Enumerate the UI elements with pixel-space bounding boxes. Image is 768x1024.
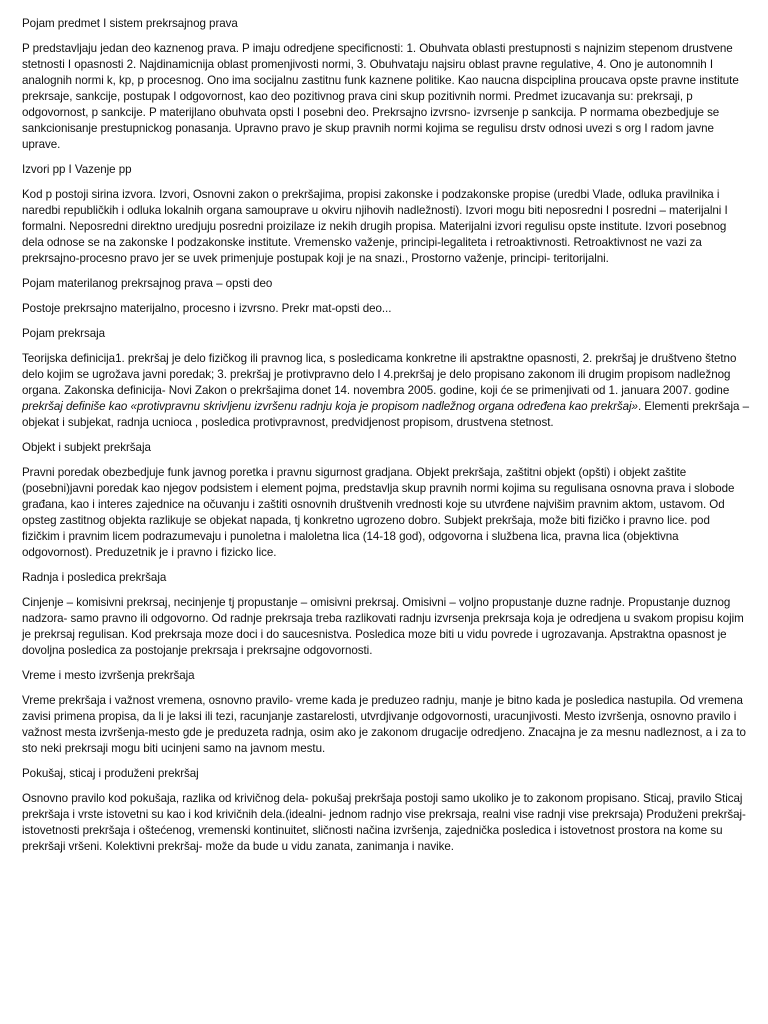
section-heading: Pojam materilanog prekrsajnog prava – opsti deo: [22, 277, 273, 290]
section-heading: Radnja i posledica prekršaja: [22, 571, 167, 584]
section-paragraph: Cinjenje – komisivni prekrsaj, necinjenje tj propustanje – omisivni prekrsaj. Omisivni – voljno propustanje duzne radnje. Propustanje duznog nadzora- samo pravno ili odgovorno. Od radnje prekrsaja treba razlikovati radnju izvrsenja prekrsaja koja je odredjena u svakom propisu kojim je prekrsaj regulisan. Kod prekrsaja moze doci i do saucesnistva. Posledica moze biti u vidu povrede i ugrozavanja. Apstraktna opasnost je dovoljna posledica za postojanje prekrsaja i prekrsajne odgovornosti.: [22, 596, 744, 657]
section-heading: Pojam predmet I sistem prekrsajnog prava: [22, 17, 238, 30]
section-heading: Vreme i mesto izvršenja prekršaja: [22, 669, 195, 682]
section-heading: Pokušaj, sticaj i produženi prekršaj: [22, 767, 199, 780]
paragraph-text: . Elementi prekršaja – objekat i subjekat, radnja ucnioca , posledica protivpravnost, predvidjenost propisom, drustvena stetnost.: [22, 400, 749, 429]
section-paragraph: P predstavljaju jedan deo kaznenog prava. P imaju odredjene specificnosti: 1. Obuhvata oblasti prestupnosti s najnizim stepenom drustvene stetnosti I opasnosti 2. Najdinamicnija oblast promenjivosti normi, 3. Obuhvataju najsiru oblast pravne regulative, 4. Ono je autonomnih I analognih normi k, kp, p procesnog. Ono ima socijalnu zastitnu funk kaznene politike. Kao naucna dispciplina proucava opste pravne institute prekrsaje, sankcije, postupak I odgovornost, kao deo pozitivnog prava cini skup pozitivnih normi. Predmet izucavanja su: prekrsaji, p odgovornost, p sankcije. P materijlano obuhvata opsti I posebni deo. Prekrsajno izvrsno- izvrsenje p sankcija. P normama obezbedjuje se sankcionisanje prestupnickog ponasanja. Upravno pravo je skup pravnih normi kojima se regulisu drstv odnosi uvezi s org I radom javne uprave.: [22, 42, 739, 151]
section-paragraph: Pravni poredak obezbedjuje funk javnog poretka i pravnu sigurnost gradjana. Objekt prekršaja, zaštitni objekt (opšti) i objekt zaštite (posebni)javni poredak kao njegov podsistem i element pojma, predstavlja skup pravnih normi kojima su regulisana osnovna prava i slobode građana, kao i interes zajednice na očuvanju i zaštiti osnovnih društvenih vrednosti koje su utvrđene najvišim pravnim aktom, ustavom. Od opsteg zastitnog objekta razlikuje se objekat napada, tj konkretno ugrozeno dobro. Subjekt prekršaja, može biti fizičko i pravno lice. pod fizičkim i pravnim licem podrazumevaju i punoletna i maloletna lica (14-18 god), odgovorna i službena lica, pravna lica (objektivna odgovornost). Preduzetnik je i pravno i fizicko lice.: [22, 466, 735, 559]
section-heading: Pojam prekrsaja: [22, 327, 106, 340]
section-paragraph: Osnovno pravilo kod pokušaja, razlika od krivičnog dela- pokušaj prekršaja postoji samo ukoliko je to zakonom propisano. Sticaj, pravilo Sticaj prekršaja i vrste istovetni su kao i kod krivičnih dela.(idealni- jednom radnjo vise prekrsaja, realni vise radnji vise prekrsaja) Produženi prekršaj- istovetnosti prekršaja i oštećenog, vremenski kontinuitet, sličnosti načina izvršenja, zajednička posledica i istovetnost prostora na kome su prekršaji vršeni. Kolektivni prekršaj- može da bude u vidu zanata, zanimanja i navike.: [22, 792, 746, 853]
paragraph-text: Teorijska definicija1. prekršaj je delo fizičkog ili pravnog lica, s posledicama konkretne ili apstraktne opasnosti, 2. prekršaj je društveno štetno delo kojim se ugrožava javni poredak; 3. prekršaj je protivpravno delo I 4.prekršaj je delo propisano zakonom ili drugim propisom nadležnog organa. Zakonska definicija- Novi Zakon o prekršajima donet 14. novembra 2005. godine, koji će se primenjivati od 1. januara 2007. godine: [22, 352, 737, 397]
section-paragraph: Vreme prekršaja i važnost vremena, osnovno pravilo- vreme kada je preduzeo radnju, manje je bitno kada je posledica nastupila. Od vremena zavisi primena propisa, da li je laksi ili tezi, racunjanje zastarelosti, utvrdjivanje odgovornosti, uracunjivosti. Mesto izvršenja, osnovno pravilo i važnost mesta izvršenja-mesto gde je preduzeta radnja, osim ako je zakonom drugacije odredjeno. Znacajna je za mesnu nadleznost, a i za to sto neki prekrsaji mogu biti ucinjeni samo na javnom mestu.: [22, 694, 746, 755]
section-paragraph: Kod p postoji sirina izvora. Izvori, Osnovni zakon o prekršajima, propisi zakonske i podzakonske propise (uredbi Vlade, odluka pravilnika i naredbi republičkih i odluka lokalnih organa samouprave u okviru njihovih nadležnosti). Izvori mogu biti neposredni I posredni – materijalni I formalni. Neposredni direktno uredjuju posredni proizilaze iz nekih drugih propisa. Materijalni izvori regulisu opste institute. Izvori posebnog dela odnose se na zakonske I podzakonske institute. Vremensko važenje, principi-legaliteta i retroaktivnosti. Retroaktivnost ne vazi za prekrsajno-procesno pravo jer se uvek primenjuje postupak koji je na snazi., Prostorno važenje, principi- teritorijalni.: [22, 188, 728, 265]
italic-quote: prekršaj definiše kao «protivpravnu skrivljenu izvršenu radnju koja je propisom nadležnog organa određena kao prekršaj»: [22, 400, 638, 413]
section-paragraph: Postoje prekrsajno materijalno, procesno i izvrsno. Prekr mat-opsti deo...: [22, 302, 392, 315]
section-heading: Objekt i subjekt prekršaja: [22, 441, 151, 454]
section-heading: Izvori pp I Vazenje pp: [22, 163, 132, 176]
section-paragraph: [22, 351, 750, 431]
